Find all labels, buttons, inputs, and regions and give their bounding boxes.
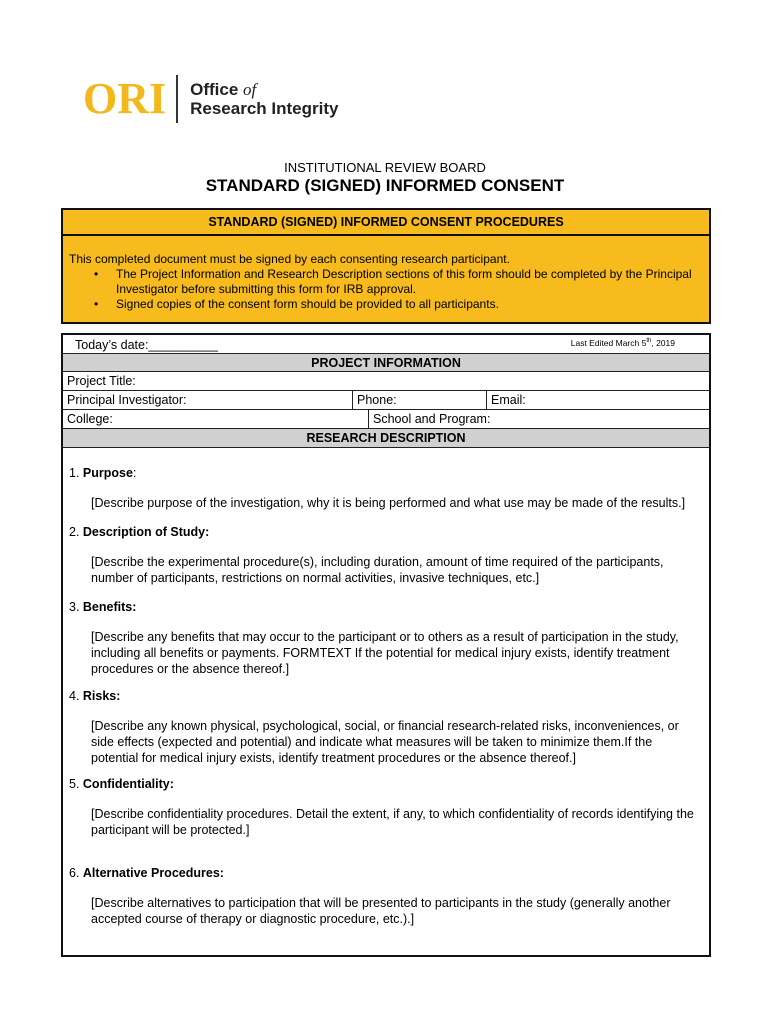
section-benefits-title: 3. Benefits: (69, 600, 137, 614)
logo-divider (176, 75, 178, 123)
page-title: STANDARD (SIGNED) INFORMED CONSENT (205, 176, 565, 195)
research-description-heading: RESEARCH DESCRIPTION (63, 429, 709, 448)
investigator-row (63, 391, 709, 410)
section-benefits-desc[interactable]: [Describe any benefits that may occur to the participant or to others as a result of participation in the study, including all benefits or payments. FORMTEXT If the potential for medical injury exists, identify treatment procedures or the absence thereof.] (91, 630, 679, 676)
ori-logo (83, 74, 338, 124)
procedures-bullet: • The Project Information and Research Description sections of this form should be completed by the Principal Investigator before submitting this form for IRB approval. (94, 267, 692, 296)
section-alternatives-desc[interactable]: [Describe alternatives to participation that will be presented to participants in the study (generally another accepted course of therapy or diagnostic procedure, etc.).] (91, 896, 671, 926)
todays-date-row (63, 335, 709, 353)
college-row (63, 410, 709, 429)
consent-form (61, 333, 711, 957)
board-name: INSTITUTIONAL REVIEW BOARD (284, 160, 486, 175)
logo-research-integrity: Research Integrity (190, 99, 339, 118)
principal-investigator-field[interactable]: Principal Investigator: (67, 393, 187, 407)
procedures-bullet: • Signed copies of the consent form should be provided to all participants. (94, 297, 499, 311)
section-description-title: 2. Description of Study: (69, 525, 210, 539)
logo-office: Office (190, 80, 239, 99)
phone-field[interactable]: Phone: (352, 391, 486, 409)
section-purpose-title: 1. Purpose: (69, 466, 137, 480)
section-confidentiality-title: 5. Confidentiality: (69, 777, 174, 791)
email-field[interactable]: Email: (486, 391, 709, 409)
bullet-icon: • (94, 267, 99, 281)
last-edited: Last Edited March 5th, 2019 (570, 337, 675, 348)
section-risks-desc[interactable]: [Describe any known physical, psychological, social, or financial research-related risks, inconveniences, or side effects (expected and potential) and indicate what measures will be taken to minimize them.If the potential for medical injury exists, identify treatment procedures or the absence thereof.] (91, 719, 679, 765)
project-title-field[interactable]: Project Title: (67, 374, 136, 388)
section-confidentiality-desc[interactable]: [Describe confidentiality procedures. Detail the extent, if any, to which confidentiality of records identifying the participant will be protected.] (91, 807, 694, 837)
procedures-list (69, 267, 709, 312)
school-program-field[interactable]: School and Program: (368, 410, 709, 428)
section-purpose-desc[interactable]: [Describe purpose of the investigation, why it is being performed and what use may be made of the results.] (91, 496, 686, 510)
section-description-desc[interactable]: [Describe the experimental procedure(s), including duration, amount of time required of the participants, number of participants, restrictions on normal activities, invasive techniques, etc.] (91, 555, 664, 585)
college-field[interactable]: College: (67, 412, 113, 426)
project-title-row (63, 372, 709, 391)
section-alternatives-title: 6. Alternative Procedures: (69, 866, 224, 880)
section-risks-title: 4. Risks: (69, 689, 121, 703)
procedures-heading: STANDARD (SIGNED) INFORMED CONSENT PROCEDURES (63, 210, 709, 236)
logo-mark: ORI (83, 74, 167, 123)
project-info-heading: PROJECT INFORMATION (63, 353, 709, 372)
bullet-icon: • (94, 297, 99, 311)
logo-text (190, 80, 338, 118)
procedures-intro: This completed document must be signed by each consenting research participant. (69, 252, 510, 266)
logo-of: of (243, 80, 257, 99)
todays-date-field[interactable]: Today’s date:__________ (75, 338, 218, 352)
